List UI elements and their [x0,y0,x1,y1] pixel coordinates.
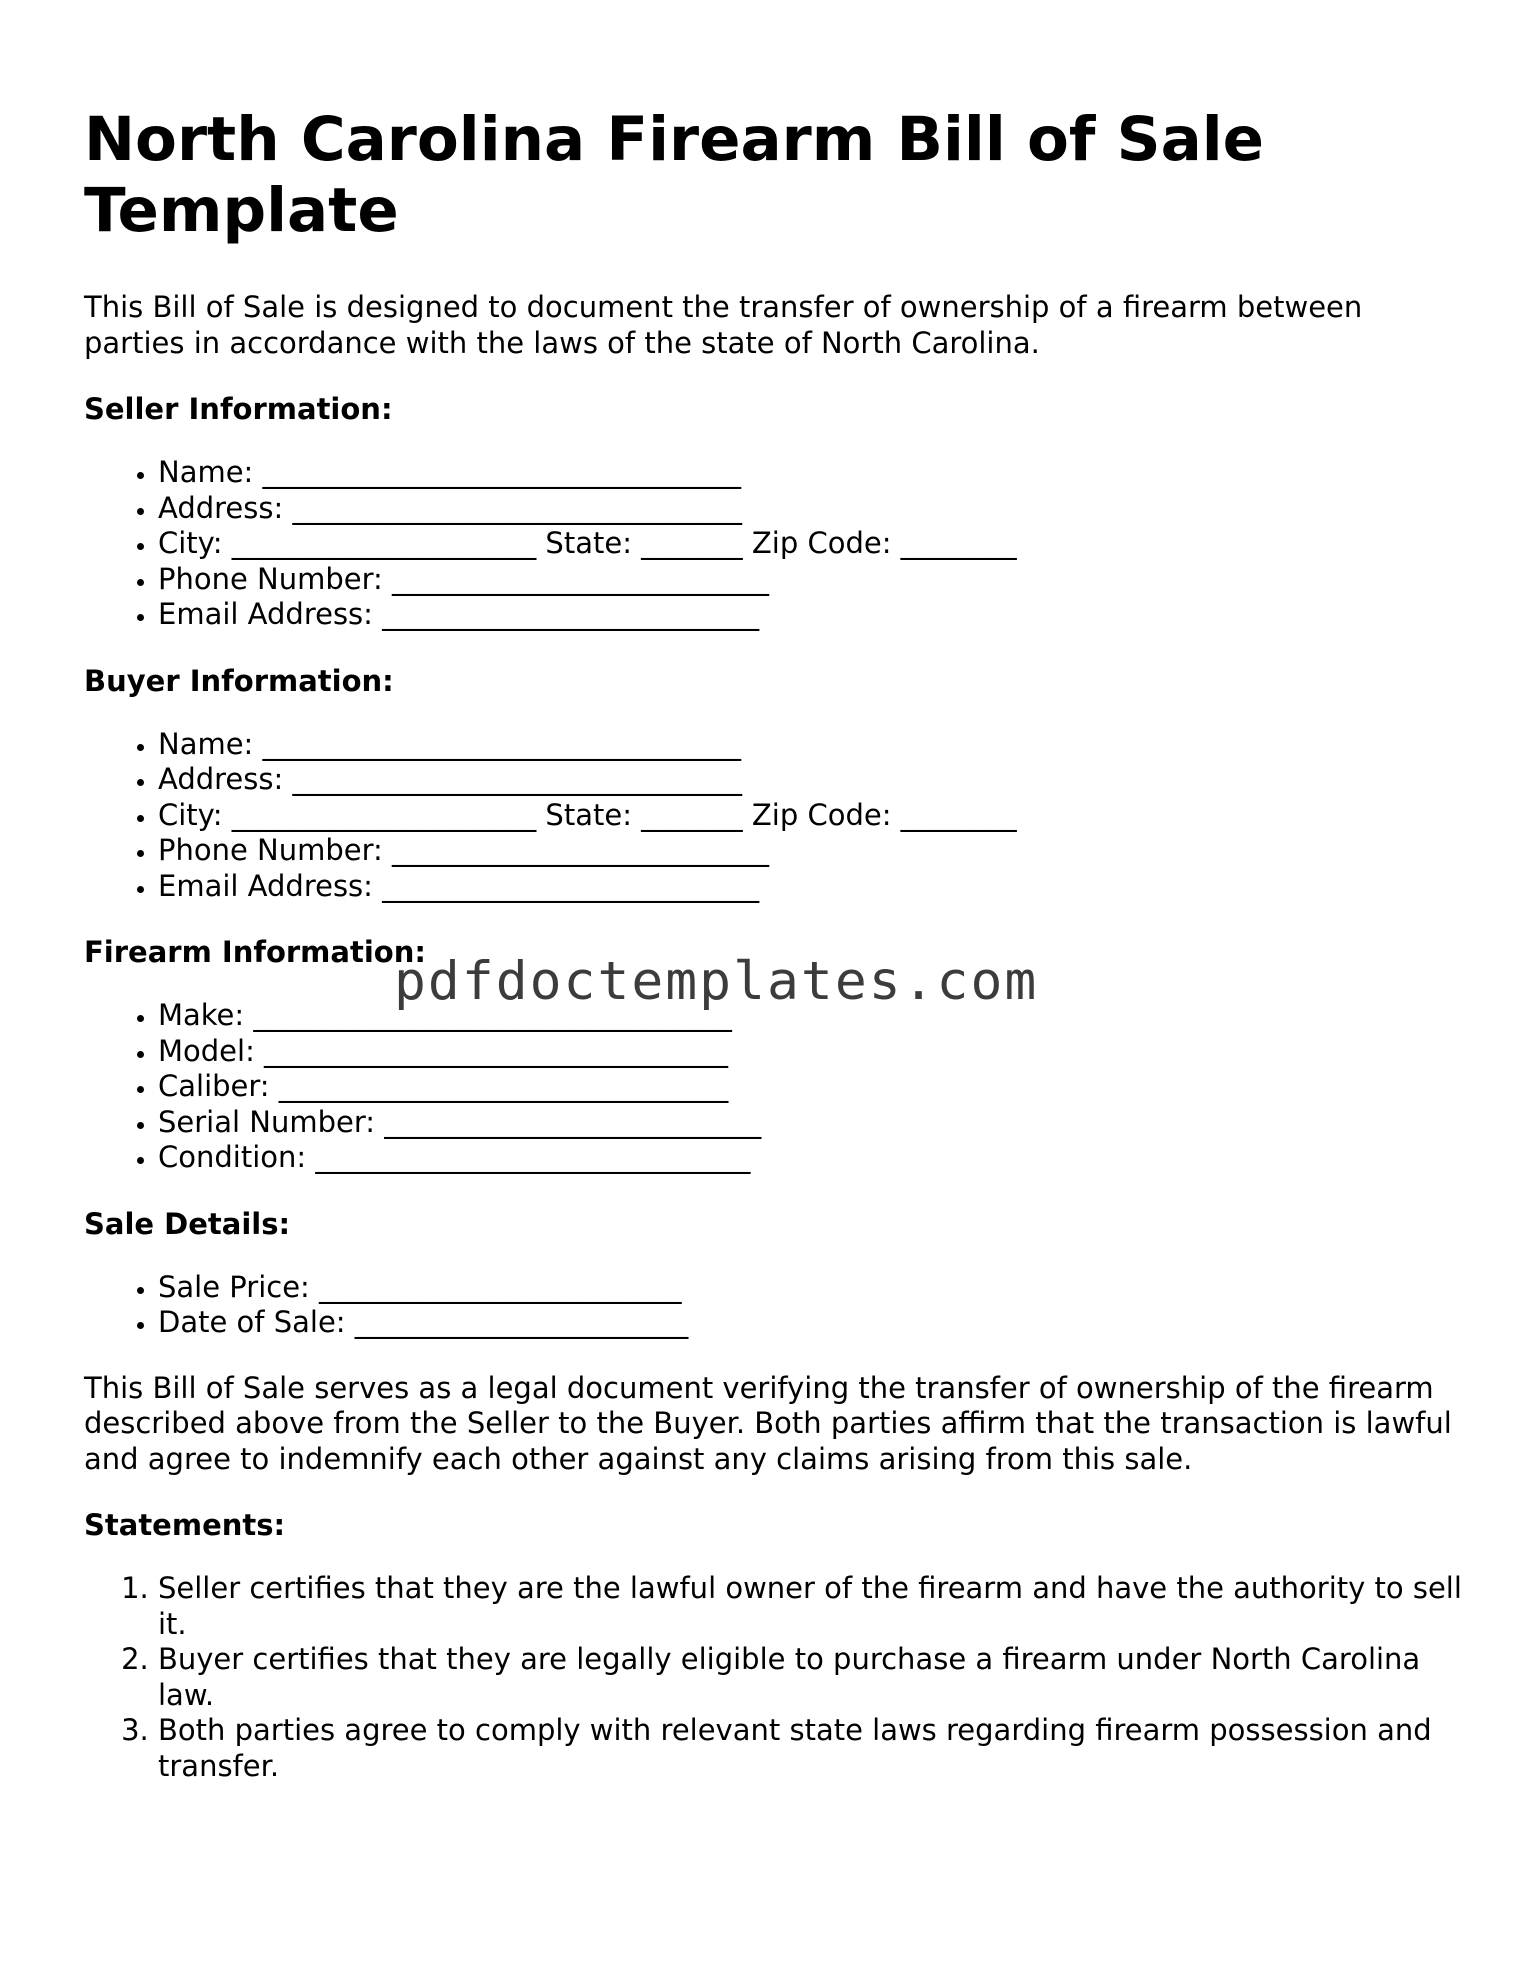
statement-item: 3. Both parties agree to comply with relevant state laws regarding firearm possession and transfer. [158,1713,1464,1784]
firearm-serial-field: • Serial Number: __________________________ [158,1105,1464,1141]
firearm-make-field: • Make: _________________________________ [158,998,1464,1034]
seller-list [84,455,1464,633]
firearm-model-field: • Model: ________________________________ [158,1034,1464,1070]
buyer-name-field: • Name: _________________________________ [158,727,1464,763]
seller-city-state-zip-field: • City: _____________________ State: _______ Zip Code: ________ [158,526,1464,562]
buyer-list [84,727,1464,905]
seller-name-field: • Name: _________________________________ [158,455,1464,491]
document-title: North Carolina Firearm Bill of Sale Template [84,104,1265,246]
buyer-phone-field: • Phone Number: __________________________ [158,833,1464,869]
closing-paragraph: This Bill of Sale serves as a legal document verifying the transfer of ownership of the firearm described above from the Seller to the Buyer. Both parties affirm that the transaction is lawful and agree to indemnify each other against any claims arising from this sale. [84,1370,1452,1476]
sale-list [84,1270,1464,1341]
seller-heading: Seller Information: [84,392,393,426]
firearm-heading: Firearm Information: [84,935,426,969]
sale-heading: Sale Details: [84,1206,291,1241]
firearm-caliber-field: • Caliber: _______________________________ [158,1069,1464,1105]
buyer-heading: Buyer Information: [84,663,394,698]
seller-address-field: • Address: _______________________________ [158,491,1464,527]
sale-date-field: • Date of Sale: _______________________ [158,1305,1464,1341]
statements-heading: Statements: [84,1508,286,1542]
intro-paragraph: This Bill of Sale is designed to document the transfer of ownership of a firearm between parties in accordance with the laws of the state of North Carolina. [84,290,1363,360]
statement-item: 1. Seller certifies that they are the lawful owner of the firearm and have the authority to sell it. [158,1571,1464,1642]
buyer-city-state-zip-field: • City: _____________________ State: _______ Zip Code: ________ [158,798,1464,834]
watermark-text: pdfdoctemplates.com [394,951,1039,1012]
sale-price-field: • Sale Price: _________________________ [158,1270,1464,1306]
buyer-address-field: • Address: _______________________________ [158,762,1464,798]
buyer-email-field: • Email Address: __________________________ [158,869,1464,905]
statements-list [84,1571,1464,1784]
firearm-list [84,998,1464,1176]
seller-phone-field: • Phone Number: __________________________ [158,562,1464,598]
statement-item: 2. Buyer certifies that they are legally eligible to purchase a firearm under North Carolina law. [158,1642,1464,1713]
firearm-condition-field: • Condition: ______________________________ [158,1140,1464,1176]
seller-email-field: • Email Address: __________________________ [158,597,1464,633]
